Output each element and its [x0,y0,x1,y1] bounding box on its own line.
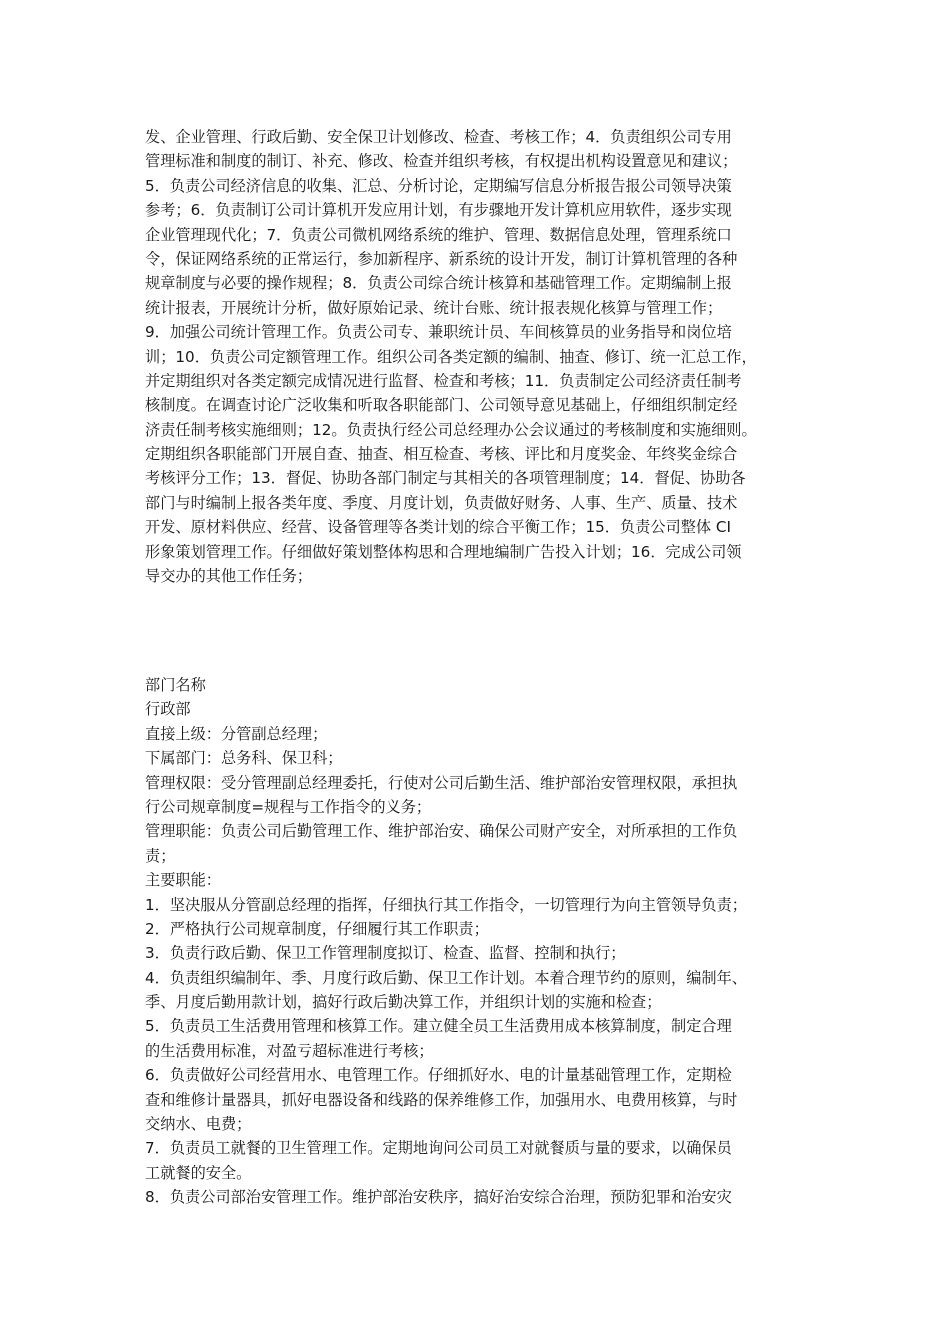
duties-continued-text [145,125,820,588]
text-line: 查和维修计量器具，抓好电器设备和线路的保养维修工作，加强用水、电费用核算，与时 [145,1090,738,1109]
section-heading: 部门名称 [145,676,206,694]
subordinate-departments: 下属部门：总务科、保卫科； [145,749,343,768]
text-line: 企业管理现代化；7．负责公司微机网络系统的维护、管理、数据信息处理，管理系统口 [145,225,732,244]
list-item: 7．负责员工就餐的卫生管理工作。定期地询问公司员工对就餐质与量的要求，以确保员 [145,1139,732,1158]
text-line: 管理权限：受分管理副总经理委托，行使对公司后勤生活、维护部治安管理权限，承担执 [145,773,738,792]
text-line: 考核评分工作；13．督促、协助各部门制定与其相关的各项管理制度；14．督促、协助各 [145,469,746,488]
text-line: 规章制度与必要的操作规程；8．负责公司综合统计核算和基础管理工作。定期编制上报 [145,274,732,293]
direct-superior: 直接上级：分管副总经理； [145,724,328,743]
list-item: 6．负责做好公司经营用水、电管理工作。仔细抓好水、电的计量基础管理工作，定期检 [145,1066,732,1085]
text-line: 核制度。在调查讨论广泛收集和听取各职能部门、公司领导意见基础上，仔细组织制定经 [145,396,738,415]
list-item: 3．负责行政后勤、保卫工作管理制度拟订、检查、监督、控制和执行； [145,944,626,963]
text-line: 统计报表，开展统计分析，做好原始记录、统计台账、统计报表规化核算与管理工作； [145,298,723,317]
list-item: 4．负责组织编制年、季、月度行政后勤、保卫工作计划。本着合理节约的原则，编制年、 [145,968,747,987]
text-line: 参考；6．负责制订公司计算机开发应用计划，有步骤地开发计算机应用软件，逐步实现 [145,201,732,220]
text-line: 部门与时编制上报各类年度、季度、月度计划，负责做好财务、人事、生产、质量、技术 [145,493,738,512]
list-item: 5．负责员工生活费用管理和核算工作。建立健全员工生活费用成本核算制度，制定合理 [145,1017,732,1036]
list-item: 1．坚决服从分管副总经理的指挥，仔细执行其工作指令，一切管理行为向主管领导负责； [145,895,747,914]
text-line: 发、企业管理、行政后勤、安全保卫计划修改、检查、考核工作；4．负责组织公司专用 [145,128,732,146]
text-line: 训；10．负责公司定额管理工作。组织公司各类定额的编制、抽查、修订、统一汇总工作， [145,347,757,366]
text-line: 责； [145,846,176,865]
text-line: 并定期组织对各类定额完成情况进行监督、检查和考核；11．负责制定公司经济责任制考 [145,371,742,390]
text-line: 定期组织各职能部门开展自查、抽查、相互检查、考核、评比和月度奖金、年终奖金综合 [145,445,738,464]
text-line: 令，保证网络系统的正常运行，参加新程序、新系统的设计开发，制订计算机管理的各种 [145,249,738,268]
text-line: 交纳水、电费； [145,1115,252,1134]
text-line: 季、月度后勤用款计划，搞好行政后勤决算工作，并组织计划的实施和检查； [145,993,662,1012]
text-line: 管理标准和制度的制订、补充、修改、检查并组织考核，有权提出机构设置意见和建议； [145,152,738,171]
department-name: 行政部 [145,700,191,719]
list-item: 2．严格执行公司规章制度，仔细履行其工作职责； [145,919,489,938]
text-line: 导交办的其他工作任务； [145,567,313,586]
text-line: 的生活费用标准，对盈亏超标准进行考核； [145,1041,434,1060]
text-line: 管理职能：负责公司后勤管理工作、维护部治安、确保公司财产安全，对所承担的工作负 [145,822,738,841]
text-line: 行公司规章制度=规程与工作指令的义务； [145,797,432,816]
text-line: 9．加强公司统计管理工作。负责公司专、兼职统计员、车间核算员的业务指导和岗位培 [145,323,732,342]
text-line: 工就餐的安全。 [145,1163,252,1182]
admin-department-section [145,673,820,1210]
list-item: 8．负责公司部治安管理工作。维护部治安秩序，搞好治安综合治理，预防犯罪和治安灾 [145,1188,732,1207]
main-duties-label: 主要职能： [145,871,221,890]
text-line: 开发、原材料供应、经营、设备管理等各类计划的综合平衡工作；15．负责公司整体 CI [145,518,731,537]
text-line: 5．负责公司经济信息的收集、汇总、分析讨论，定期编写信息分析报告报公司领导决策 [145,176,732,195]
text-line: 济责任制考核实施细则；12。负责执行经公司总经理办公会议通过的考核制度和实施细则。 [145,420,757,439]
text-line: 形象策划管理工作。仔细做好策划整体构思和合理地编制广告投入计划；16．完成公司领 [145,542,742,561]
